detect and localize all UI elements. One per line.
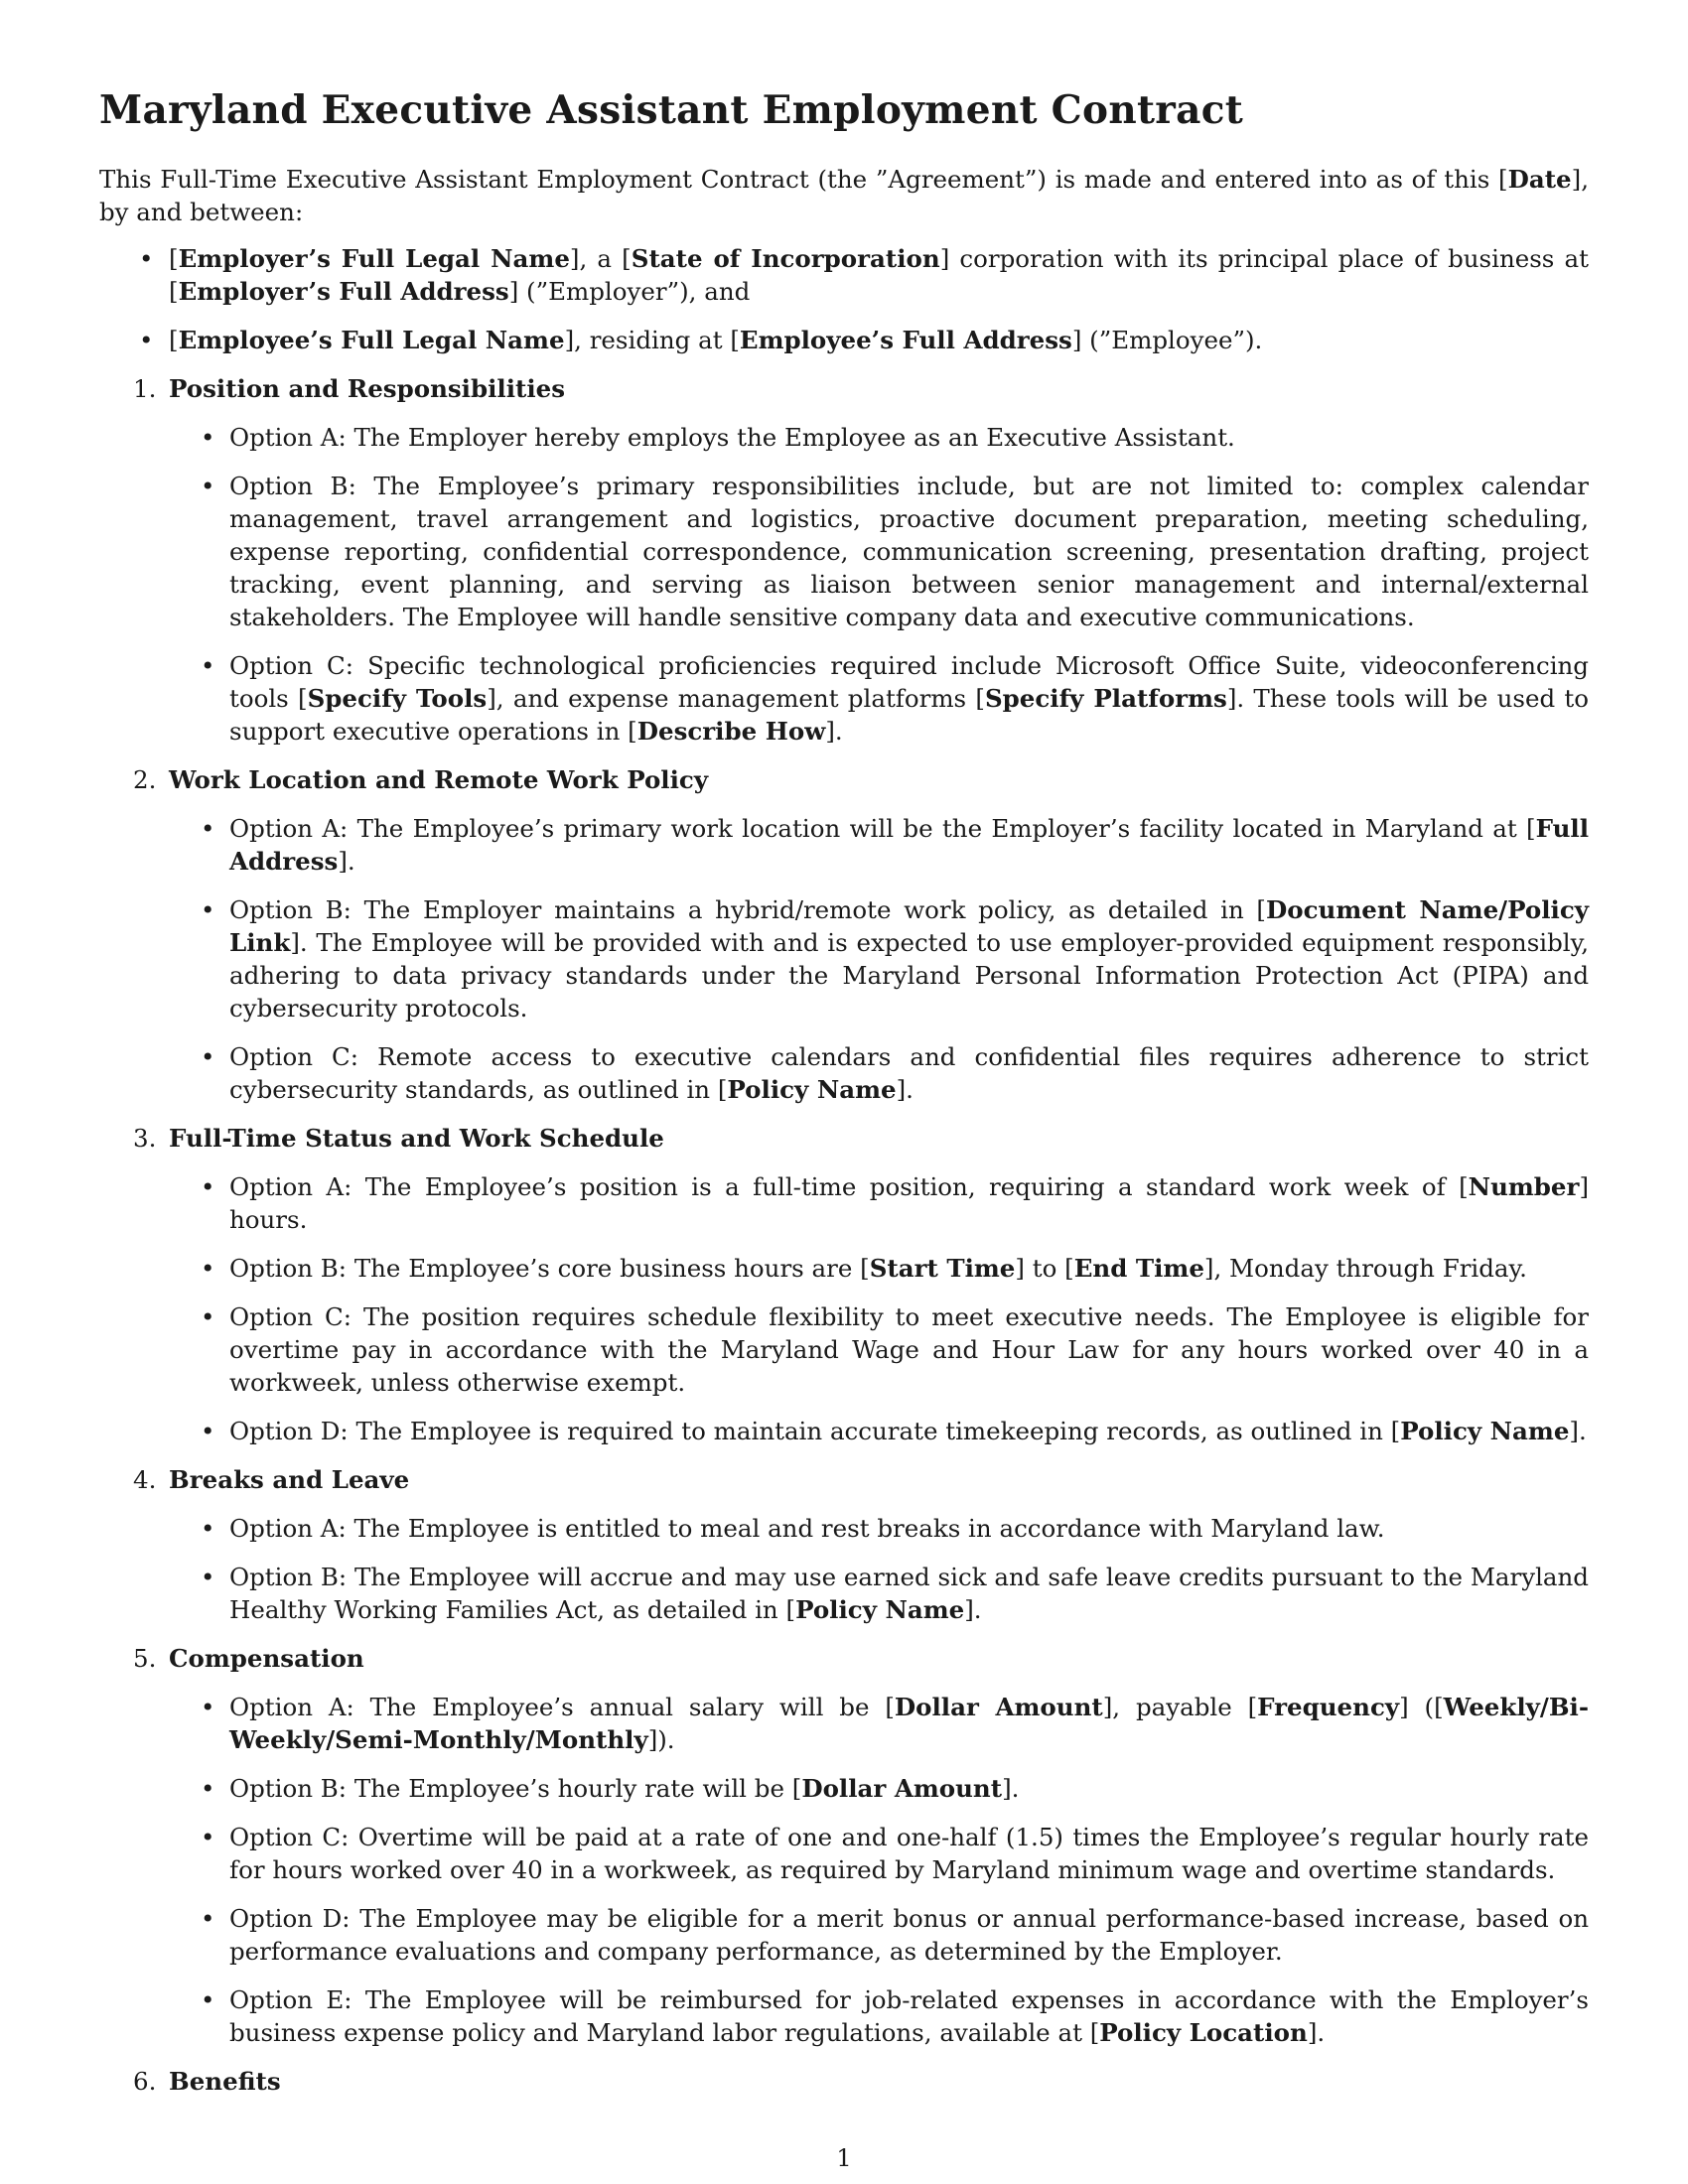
section-number: 3.: [133, 1124, 157, 1153]
section-title: Full-Time Status and Work Schedule: [169, 1124, 664, 1153]
options-list: [169, 1512, 1589, 1626]
option-item: • Option B: The Employer maintains a hybrid/remote work policy, as detailed in [Document Name/Policy Link]. The Employee will be provided with and is expected to use employer-provided equipment responsibly, adhering to data privacy standards under the Maryland Personal Information Protection Act (PIPA) and cybersecurity protocols.: [169, 893, 1589, 1024]
option-item: • Option E: The Employee will be reimbursed for job-related expenses in accordance with the Employer’s business expense policy and Maryland labor regulations, available at [Policy Location].: [169, 1983, 1589, 2049]
placeholder: Frequency: [1257, 1693, 1400, 1721]
option-item: • Option B: The Employee’s hourly rate will be [Dollar Amount].: [169, 1772, 1589, 1805]
option-item: • Option C: The position requires schedule flexibility to meet executive needs. The Employee is eligible for overtime pay in accordance with the Maryland Wage and Hour Law for any hours worked over 40 in a workweek, unless otherwise exempt.: [169, 1300, 1589, 1399]
section-title: Compensation: [169, 1644, 364, 1673]
section-title: Work Location and Remote Work Policy: [169, 765, 709, 794]
section-number: 1.: [133, 374, 157, 403]
placeholder: Full Address: [229, 814, 1589, 876]
employer-name-placeholder: Employer’s Full Legal Name: [178, 244, 570, 273]
placeholder: Weekly/Bi-Weekly/Semi-Monthly/Monthly: [229, 1693, 1590, 1754]
placeholder: Start Time: [869, 1254, 1016, 1283]
option-item: • Option A: The Employee’s position is a full-time position, requiring a standard work week of [Number] hours.: [169, 1170, 1589, 1236]
option-item: • Option C: Overtime will be paid at a rate of one and one-half (1.5) times the Employee’s regular hourly rate for hours worked over 40 in a workweek, as required by Maryland minimum wage and overtime standards.: [169, 1821, 1589, 1886]
section-number: 4.: [133, 1465, 157, 1494]
section-compensation: [99, 1642, 1589, 2049]
placeholder: Specify Tools: [307, 684, 488, 713]
option-item: • Option C: Remote access to executive calendars and confidential files requires adherence to strict cybersecurity standards, as outlined in [Policy Name].: [169, 1040, 1589, 1106]
placeholder: Dollar Amount: [801, 1774, 1003, 1803]
employee-name-placeholder: Employee’s Full Legal Name: [178, 326, 565, 354]
intro-paragraph: This Full-Time Executive Assistant Employment Contract (the ”Agreement”) is made and entered into as of this [Date], by and between:: [99, 165, 1589, 226]
section-position: [99, 372, 1589, 748]
placeholder: End Time: [1073, 1254, 1204, 1283]
section-work-location: [99, 763, 1589, 1106]
document-title: Maryland Executive Assistant Employment Contract: [99, 87, 1244, 133]
option-item: • Option B: The Employee’s primary responsibilities include, but are not limited to: complex calendar management, travel arrangement and logistics, proactive document preparation, meeting scheduling, expense reporting, confidential correspondence, communication screening, presentation drafting, project tracking, event planning, and serving as liaison between senior management and internal/external stakeholders. The Employee will handle sensitive company data and executive communications.: [169, 470, 1589, 633]
state-placeholder: State of Incorporation: [631, 244, 940, 273]
options-list: [169, 1170, 1589, 1447]
option-item: • Option C: Specific technological proficiencies required include Microsoft Office Suite, videoconferencing tools [Specify Tools], and expense management platforms [Specify Platforms]. These tools will be used to support executive operations in [Describe How].: [169, 649, 1589, 748]
section-number: 6.: [133, 2067, 157, 2096]
option-item: • Option A: The Employee’s annual salary will be [Dollar Amount], payable [Frequency] ([Weekly/Bi-Weekly/Semi-Monthly/Monthly]).: [169, 1691, 1589, 1756]
section-title: Benefits: [169, 2067, 281, 2096]
section-title: Position and Responsibilities: [169, 374, 566, 403]
placeholder: Policy Name: [727, 1075, 897, 1104]
date-placeholder: Date: [1507, 165, 1572, 194]
option-item: • Option A: The Employer hereby employs the Employee as an Executive Assistant.: [169, 421, 1589, 454]
employer-address-placeholder: Employer’s Full Address: [178, 277, 509, 306]
option-item: • Option B: The Employee will accrue and may use earned sick and safe leave credits pursuant to the Maryland Healthy Working Families Act, as detailed in [Policy Name].: [169, 1561, 1589, 1626]
contract-sections: [99, 372, 1589, 2098]
section-number: 2.: [133, 765, 157, 794]
placeholder: Describe How: [636, 717, 826, 746]
placeholder: Document Name/Policy Link: [229, 895, 1589, 957]
placeholder: Number: [1468, 1172, 1580, 1201]
placeholder: Policy Name: [795, 1595, 965, 1624]
employee-party: • [Employee’s Full Legal Name], residing at [Employee’s Full Address] (”Employee”).: [99, 324, 1589, 356]
option-item: • Option D: The Employee is required to maintain accurate timekeeping records, as outlined in [Policy Name].: [169, 1415, 1589, 1447]
option-item: • Option D: The Employee may be eligible for a merit bonus or annual performance-based increase, based on performance evaluations and company performance, as determined by the Employer.: [169, 1902, 1589, 1968]
section-benefits: [99, 2065, 1589, 2098]
placeholder: Dollar Amount: [894, 1693, 1103, 1721]
document-page: [99, 87, 1589, 2114]
parties-list: [99, 242, 1589, 356]
employee-address-placeholder: Employee’s Full Address: [739, 326, 1072, 354]
options-list: [169, 812, 1589, 1106]
section-title: Breaks and Leave: [169, 1465, 410, 1494]
employer-party: • [Employer’s Full Legal Name], a [State of Incorporation] corporation with its principal place of business at [Employer’s Full Address] (”Employer”), and: [99, 242, 1589, 308]
placeholder: Policy Location: [1099, 2018, 1308, 2047]
placeholder: Policy Name: [1400, 1417, 1570, 1445]
option-item: • Option A: The Employee’s primary work location will be the Employer’s facility located in Maryland at [Full Address].: [169, 812, 1589, 878]
placeholder: Specify Platforms: [984, 684, 1227, 713]
section-breaks-leave: [99, 1463, 1589, 1626]
section-number: 5.: [133, 1644, 157, 1673]
section-schedule: [99, 1122, 1589, 1447]
options-list: [169, 1691, 1589, 2049]
page-number: 1: [836, 2144, 852, 2172]
options-list: [169, 421, 1589, 748]
option-item: • Option A: The Employee is entitled to meal and rest breaks in accordance with Maryland law.: [169, 1512, 1589, 1545]
option-item: • Option B: The Employee’s core business hours are [Start Time] to [End Time], Monday through Friday.: [169, 1252, 1589, 1285]
